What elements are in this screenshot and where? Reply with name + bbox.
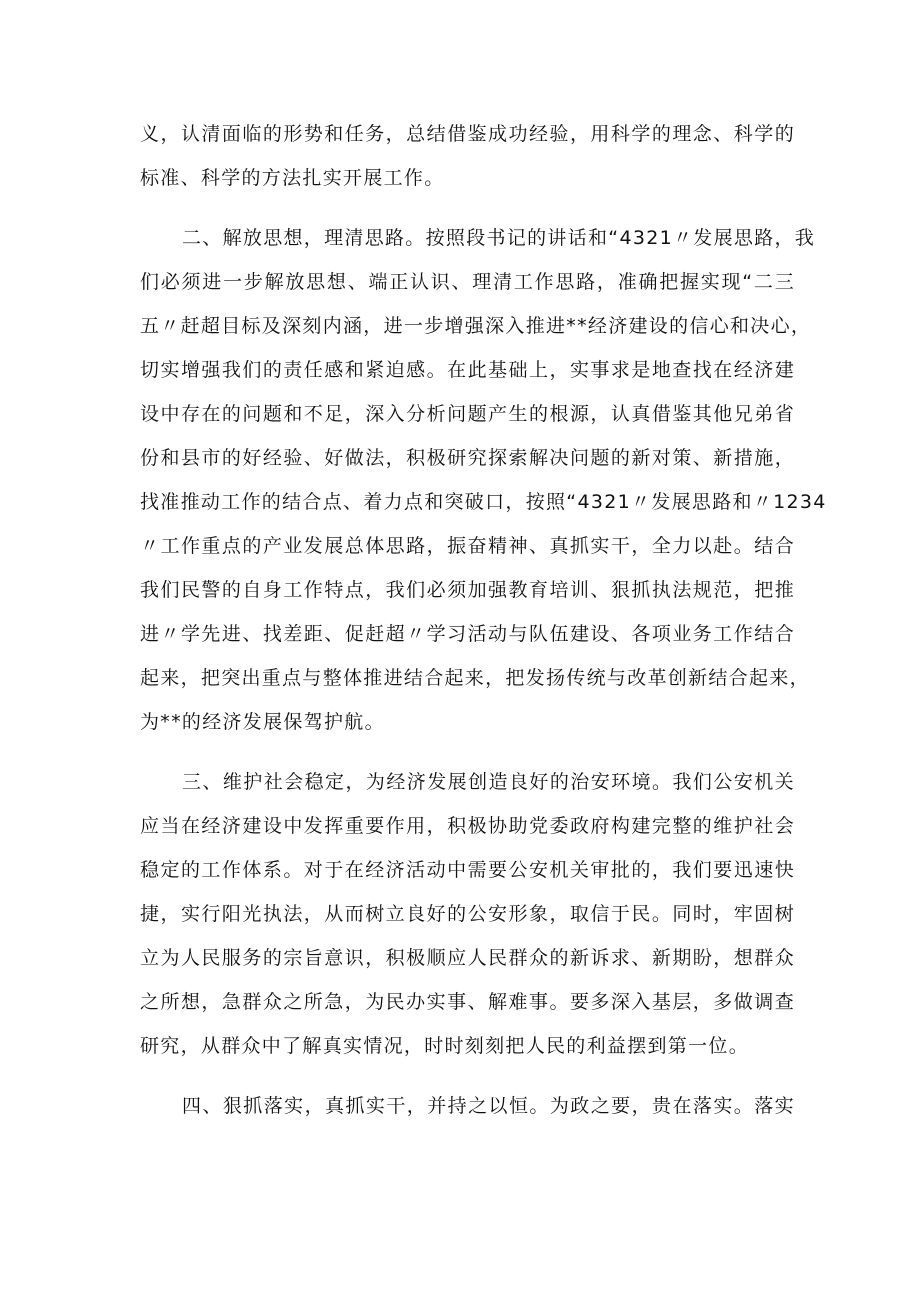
text-line: 们必须进一步解放思想、端正认识、理清工作思路，准确把握实现“二三 bbox=[140, 271, 795, 293]
text-line: 之所想，急群众之所急，为民办实事、解难事。要多深入基层，多做调查 bbox=[140, 991, 795, 1013]
text-line: 找准推动工作的结合点、着力点和突破口，按照“4321〃发展思路和〃1234 bbox=[140, 491, 827, 513]
paragraph-section-4 bbox=[140, 1084, 795, 1128]
text-line: 〃工作重点的产业发展总体思路，振奋精神、真抓实干，全力以赴。结合 bbox=[140, 535, 795, 557]
text-line: 份和县市的好经验、好做法，积极研究探索解决问题的新对策、新措施， bbox=[140, 447, 795, 469]
text-line: 立为人民服务的宗旨意识，积极顺应人民群众的新诉求、新期盼，想群众 bbox=[140, 947, 795, 969]
text-line: 捷，实行阳光执法，从而树立良好的公安形象，取信于民。同时，牢固树 bbox=[140, 903, 795, 925]
text-line: 我们民警的自身工作特点，我们必须加强教育培训、狠抓执法规范，把推 bbox=[140, 579, 795, 601]
text-line: 起来，把突出重点与整体推进结合起来，把发扬传统与改革创新结合起来， bbox=[140, 667, 810, 689]
text-line: 二、解放思想，理清思路。按照段书记的讲话和“4321〃发展思路，我 bbox=[182, 227, 816, 249]
text-line: 应当在经济建设中发挥重要作用，积极协助党委政府构建完整的维护社会 bbox=[140, 815, 795, 837]
text-line: 切实增强我们的责任感和紧迫感。在此基础上，实事求是地查找在经济建 bbox=[140, 359, 795, 381]
text-line: 义，认清面临的形势和任务，总结借鉴成功经验，用科学的理念、科学的 bbox=[140, 123, 795, 145]
paragraph-continuation bbox=[140, 112, 795, 200]
paragraph-section-2 bbox=[140, 216, 827, 744]
text-line: 为**的经济发展保驾护航。 bbox=[140, 711, 385, 733]
text-line: 三、维护社会稳定，为经济发展创造良好的治安环境。我们公安机关 bbox=[182, 771, 795, 793]
text-line: 设中存在的问题和不足，深入分析问题产生的根源，认真借鉴其他兄弟省 bbox=[140, 403, 795, 425]
text-line: 四、狠抓落实，真抓实干，并持之以恒。为政之要，贵在落实。落实 bbox=[182, 1095, 795, 1117]
text-line: 稳定的工作体系。对于在经济活动中需要公安机关审批的，我们要迅速快 bbox=[140, 859, 795, 881]
text-line: 进〃学先进、找差距、促赶超〃学习活动与队伍建设、各项业务工作结合 bbox=[140, 623, 795, 645]
text-line: 五〃赶超目标及深刻内涵，进一步增强深入推进**经济建设的信心和决心， bbox=[140, 315, 812, 337]
paragraph-section-3 bbox=[140, 760, 795, 1068]
text-line: 研究，从群众中了解真实情况，时时刻刻把人民的利益摆到第一位。 bbox=[140, 1035, 750, 1057]
text-line: 标准、科学的方法扎实开展工作。 bbox=[140, 167, 445, 189]
document-body bbox=[140, 112, 827, 1128]
